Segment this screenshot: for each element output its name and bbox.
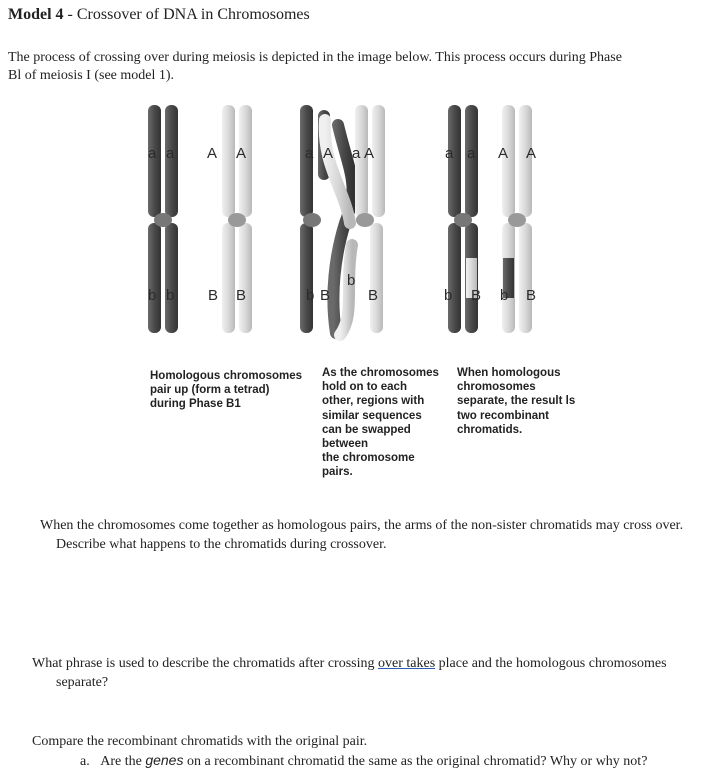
gene-p2-t2: a xyxy=(352,145,361,162)
crossover-figure xyxy=(0,95,719,365)
intro-line-2: Bl of meiosis I (see model 1). xyxy=(8,68,175,83)
question-3a: a. Are the genes on a recombinant chromatid the same as the original chromatid? Why or why not? xyxy=(80,752,648,769)
gene-p1-t2: A xyxy=(207,145,218,162)
caption-2: As the chromosomes hold on to each other, regions with similar sequences can be swapped between the chromosome pairs. xyxy=(322,367,439,479)
gene-p1-b0: b xyxy=(148,287,157,304)
gene-p3-t0: a xyxy=(445,145,454,162)
question-1: When the chromosomes come together as homologous pairs, the arms of the non-sister chromatids may cross over. Describe what happens to the chromatids during crossover. xyxy=(40,518,684,552)
intro-line-1: The process of crossing over during meiosis is depicted in the image below. This process occurs during Phase xyxy=(8,50,622,65)
gene-p1-t1: a xyxy=(166,145,175,162)
panel-3-recombinant xyxy=(448,105,532,333)
gene-p2-t3: A xyxy=(364,145,375,162)
gene-p1-b3: B xyxy=(236,287,247,304)
underlined-phrase: over takes xyxy=(378,656,436,671)
gene-p3-t2: A xyxy=(498,145,509,162)
gene-p2-b2: b xyxy=(347,272,356,289)
gene-p3-b2: b xyxy=(500,287,509,304)
gene-p3-b0: b xyxy=(444,287,453,304)
intro-paragraph xyxy=(8,49,708,85)
question-2: What phrase is used to describe the chromatids after crossing over takes place and the homologous chromosomes separate? xyxy=(32,656,667,690)
gene-p3-t1: a xyxy=(467,145,476,162)
gene-p1-b1: b xyxy=(166,287,175,304)
gene-p1-b2: B xyxy=(208,287,219,304)
gene-p2-t1: A xyxy=(323,145,334,162)
gene-p2-b0: b xyxy=(306,287,315,304)
gene-p1-t3: A xyxy=(236,145,247,162)
page-title: Model 4 - Crossover of DNA in Chromosomes xyxy=(8,6,310,23)
caption-1: Homologous chromosomes pair up (form a tetrad) during Phase B1 xyxy=(150,370,303,411)
gene-p2-b3: B xyxy=(368,287,379,304)
gene-p3-b3: B xyxy=(526,287,537,304)
gene-p3-t3: A xyxy=(526,145,537,162)
gene-p2-t0: a xyxy=(305,145,314,162)
gene-p1-t0: a xyxy=(148,145,157,162)
question-3: Compare the recombinant chromatids with the original pair. a. Are the genes on a recombinant chromatid the same as the original chromatid? Why or why not? xyxy=(32,732,712,771)
gene-p2-b1: B xyxy=(320,287,331,304)
caption-3: When homologous chromosomes separate, the result ls two recombinant chromatids. xyxy=(457,367,576,436)
gene-p3-b1: B xyxy=(471,287,482,304)
